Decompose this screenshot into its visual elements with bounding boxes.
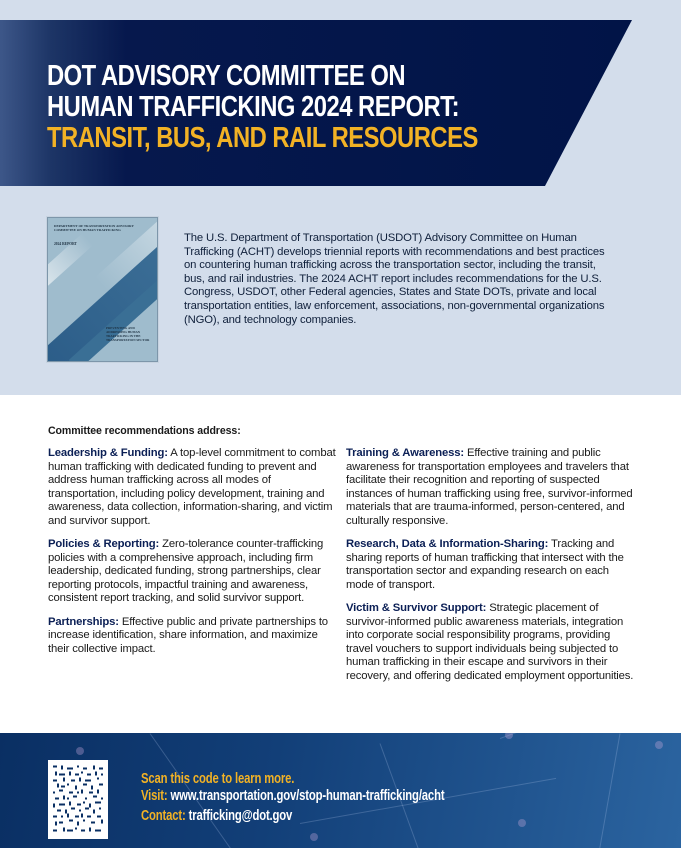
recommendation-text: Effective training and public awareness for transportation employees and travelers that facilitate their recognition and reporting of suspected instances of human trafficking using free, survivor-informed materials that are trauma-informed, person-centered, and culturally responsive. bbox=[346, 447, 633, 527]
cover-heading: DEPARTMENT OF TRANSPORTATION ADVISORY COMMITTEE ON HUMAN TRAFFICKING bbox=[54, 224, 134, 233]
title-line-1: DOT ADVISORY COMMITTEE ON bbox=[47, 60, 406, 92]
network-line-decoration bbox=[595, 733, 620, 848]
recommendation-text: Effective public and private partnerships to increase identification, share information, and maximize their collective impact. bbox=[48, 615, 328, 655]
recommendation-text: Tracking and sharing reports of human trafficking that intersect with the transportation sector and expanding research on each mode of transport. bbox=[346, 538, 624, 591]
recommendation-title: Policies & Reporting: bbox=[48, 538, 160, 550]
recommendation-research-data bbox=[346, 538, 636, 592]
recommendation-title: Partnerships: bbox=[48, 615, 119, 628]
scan-instruction: Scan this code to learn more. bbox=[141, 771, 295, 787]
intro-paragraph: The U.S. Department of Transportation (USDOT) Advisory Committee on Human Trafficking (ACHT) develops triennial reports with recommendations and best practices on countering human trafficking across the transportation sector, including the transit, bus, and rail industries. The 2024 ACHT report includes recommendations for the U.S. Congress, USDOT, other Federal agencies, States and State DOTs, private and local transportation entities, law enforcement, associations, non-governmental organizations (NGO), and technology companies. bbox=[184, 232, 605, 326]
recommendation-title: Leadership & Funding: bbox=[48, 447, 168, 459]
recommendation-leadership-funding bbox=[48, 447, 338, 528]
recommendations-label: Committee recommendations address: bbox=[48, 425, 241, 437]
recommendation-text: Zero-tolerance counter-trafficking policies with a comprehensive approach, including firm leadership, dedicated funding, strong partnerships, clear reporting protocols, impactful training and awareness, consistent report tracking, and solid survivor support. bbox=[48, 538, 324, 604]
recommendation-title: Research, Data & Information-Sharing: bbox=[346, 538, 549, 550]
recommendations-left-column bbox=[48, 447, 338, 666]
visit-label: Visit: bbox=[141, 788, 168, 804]
cover-year: 2024 REPORT bbox=[54, 242, 77, 246]
network-node-decoration bbox=[655, 741, 663, 749]
footer-contact-info bbox=[141, 771, 444, 825]
cover-subtitle: PREVENTING AND ADDRESSING HUMAN TRAFFICKING IN THE TRANSPORTATION SECTOR bbox=[106, 326, 150, 342]
recommendation-partnerships bbox=[48, 616, 338, 657]
qr-code-icon[interactable] bbox=[48, 760, 108, 839]
recommendation-title: Training & Awareness: bbox=[346, 447, 465, 459]
recommendations-right-column bbox=[346, 447, 636, 693]
contact-label: Contact: bbox=[141, 808, 186, 824]
visit-url-link[interactable]: www.transportation.gov/stop-human-trafficking/acht bbox=[170, 788, 445, 804]
network-line-decoration bbox=[500, 733, 669, 739]
recommendation-policies-reporting bbox=[48, 538, 338, 606]
qr-code-pattern bbox=[51, 763, 105, 836]
title-line-2: HUMAN TRAFFICKING 2024 REPORT: bbox=[47, 91, 459, 123]
title-line-3: TRANSIT, BUS, AND RAIL RESOURCES bbox=[47, 122, 478, 154]
network-node-decoration bbox=[76, 747, 84, 755]
page-title bbox=[47, 61, 506, 154]
recommendation-text: Strategic placement of survivor-informed public awareness materials, integration into corporate social responsibility programs, providing travel vouchers to support individuals being subjected to human trafficking in their escape and survivors in their recovery, and offering dedicated employment opportunities. bbox=[346, 602, 634, 682]
recommendation-training-awareness bbox=[346, 447, 636, 528]
network-node-decoration bbox=[518, 819, 526, 827]
report-cover-thumbnail bbox=[47, 217, 158, 362]
network-node-decoration bbox=[505, 733, 513, 739]
contact-email-link[interactable]: trafficking@dot.gov bbox=[188, 808, 293, 824]
visit-row bbox=[141, 788, 444, 805]
network-node-decoration bbox=[310, 833, 318, 841]
recommendation-victim-survivor-support bbox=[346, 602, 636, 683]
contact-row bbox=[141, 808, 444, 825]
recommendation-title: Victim & Survivor Support: bbox=[346, 602, 487, 614]
recommendation-text: A top-level commitment to combat human trafficking with dedicated funding to prevent and address human trafficking across all modes of transportation, including policy development, training and awareness, data collection, information-sharing, and victim and survivor support. bbox=[48, 447, 336, 527]
